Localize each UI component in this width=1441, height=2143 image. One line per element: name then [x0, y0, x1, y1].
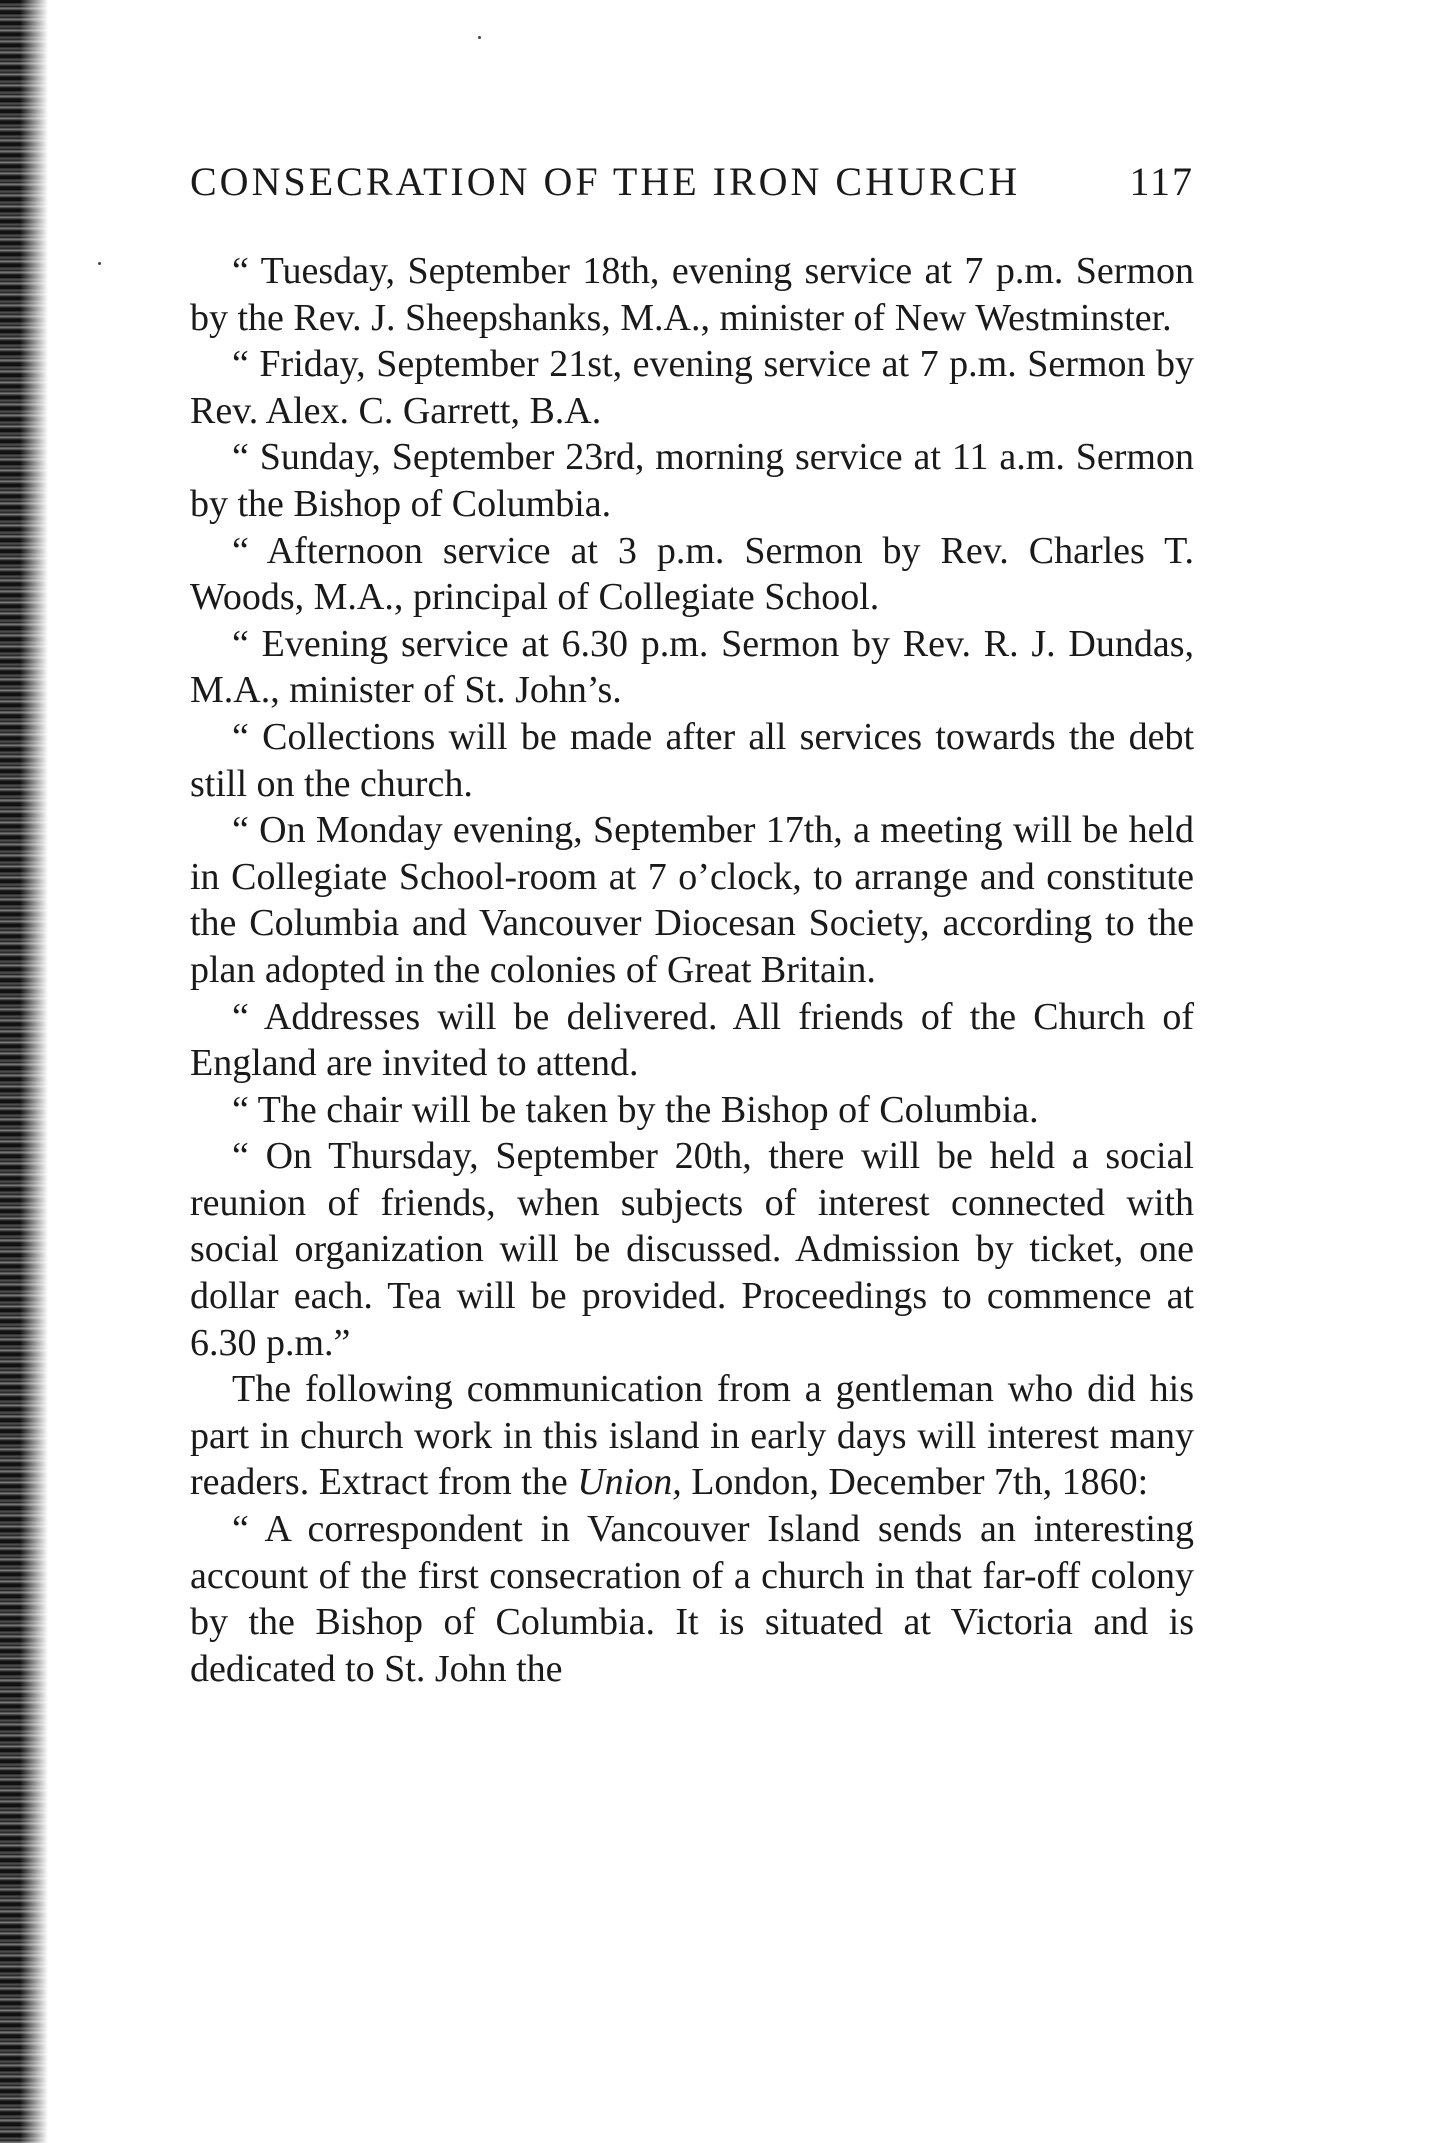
paragraph-thursday-reunion: “ On Thursday, September 20th, there will be held a social reunion of friends, when subjects of interest connected with social organization will be discussed. Admission by ticket, one dollar each. Tea will be provided. Proceedings to commence at 6.30 p.m.”	[190, 1135, 1194, 1364]
paragraph-friday-service: “ Friday, September 21st, evening service at 7 p.m. Sermon by Rev. Alex. C. Garrett, B.A.	[190, 343, 1194, 432]
paragraph-collections: “ Collections will be made after all services towards the debt still on the church.	[190, 715, 1194, 805]
paragraph-afternoon-service: “ Afternoon service at 3 p.m. Sermon by Rev. Charles T. Woods, M.A., principal of Collegiate School.	[190, 529, 1194, 619]
running-head-title: CONSECRATION OF THE IRON CHURCH	[190, 159, 1021, 204]
paragraph-sunday-morning-service: “ Sunday, September 23rd, morning service at 11 a.m. Sermon by the Bishop of Columbia.	[190, 436, 1194, 525]
paragraph-correspondent: “ A correspondent in Vancouver Island sends an interesting account of the first consecration of a church in that far-off colony by the Bishop of Columbia. It is situated at Victoria and is dedicated to St. John the	[190, 1508, 1194, 1690]
union-rest: London, December 7th, 1860:	[681, 1461, 1149, 1504]
union-italic: Union,	[577, 1461, 682, 1504]
paragraph-chair: “ The chair will be taken by the Bishop of Columbia.	[232, 1088, 1039, 1131]
running-head	[190, 158, 1194, 218]
book-binding-edge	[0, 0, 48, 2143]
paragraph-evening-service: “ Evening service at 6.30 p.m. Sermon by Rev. R. J. Dundas, M.A., minister of St. John’s.	[190, 622, 1194, 712]
paragraph-tuesday-service: “ Tuesday, September 18th, evening service at 7 p.m. Sermon by the Rev. J. Sheepshanks, M.A., minister of New Westminster.	[190, 250, 1194, 339]
scan-speck	[478, 36, 481, 39]
paragraph-monday-meeting: “ On Monday evening, September 17th, a meeting will be held in Collegiate School-room at 7 o’clock, to arrange and constitute the Columbia and Vancouver Diocesan Society, according to the plan adopted in the colonies of Great Britain.	[190, 809, 1194, 991]
paragraph-addresses: “ Addresses will be delivered. All friends of the Church of England are invited to attend.	[190, 995, 1194, 1085]
scan-speck	[98, 262, 101, 265]
page-number: 117	[1129, 159, 1194, 204]
paragraph-following-communication	[190, 1366, 1194, 1506]
book-page	[190, 158, 1194, 1692]
body-text	[190, 248, 1194, 1692]
communication-intro: The following communication from a gentleman who did his part in church work in this island in early days will interest many readers. Extract from the	[190, 1368, 1194, 1504]
